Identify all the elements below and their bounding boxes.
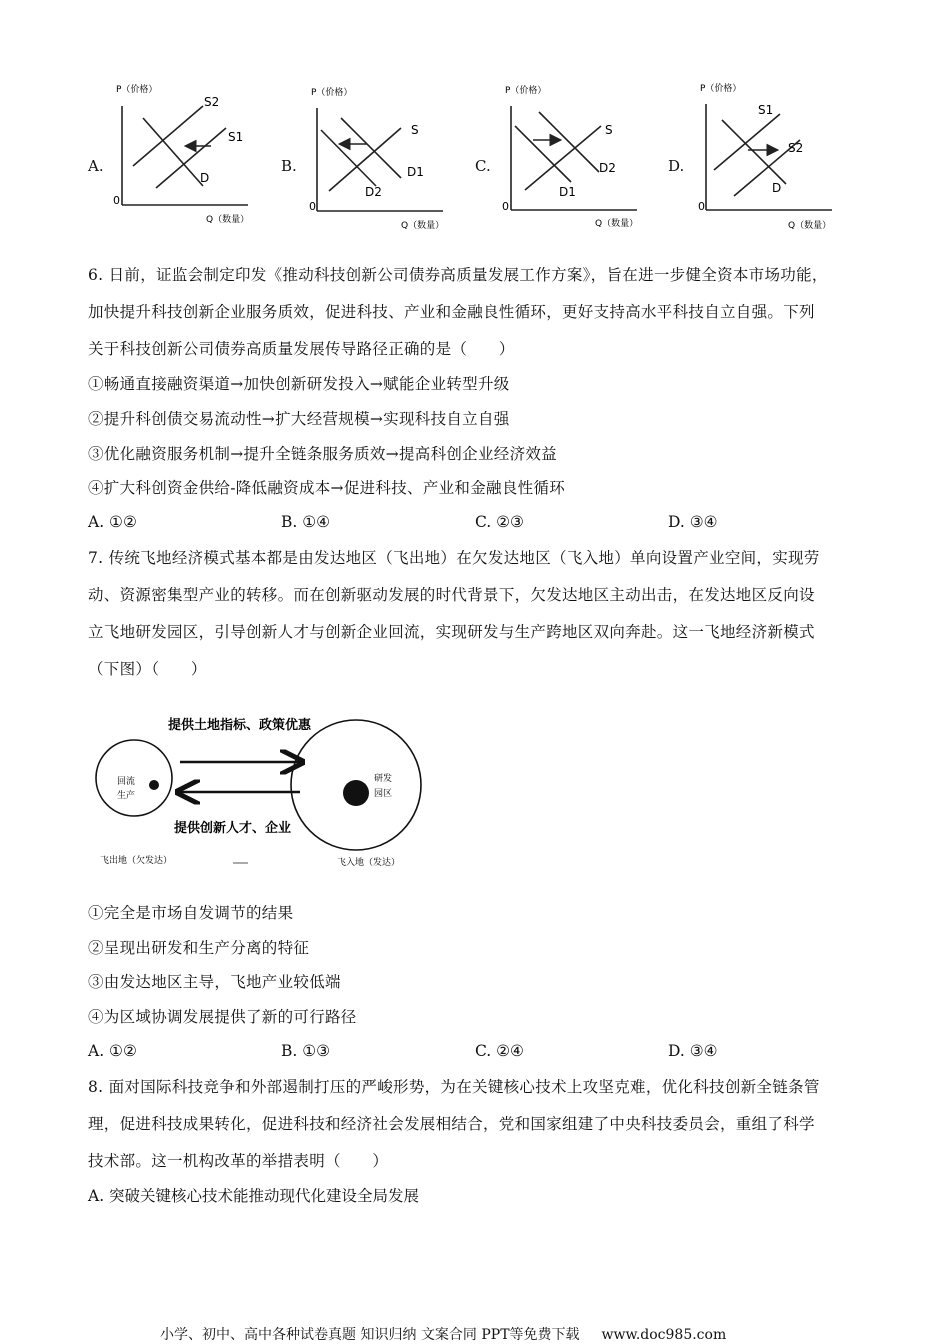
graph-b-curve-s: S	[411, 123, 419, 137]
graph-b-demand-d1	[341, 118, 401, 178]
q7-line-1: 7. 传统飞地经济模式基本都是由发达地区（飞出地）在欠发达地区（飞入地）单向设置产业空间，实现劳	[88, 549, 820, 567]
graph-d-curve-s1: S1	[758, 103, 774, 117]
diagram-right-caption: 飞入地（发达）	[337, 858, 401, 868]
q6-item-4: ④扩大科创资金供给-降低融资成本→促进科技、产业和金融良性循环	[88, 479, 566, 497]
q8-line-2: 理，促进科技成果转化，促进科技和经济社会发展相结合，党和国家组建了中央科技委员会，重组了科学	[88, 1115, 815, 1133]
graph-c-curve-s: S	[605, 123, 613, 137]
footer-text: 小学、初中、高中各种试卷真题 知识归纳 文案合同 PPT等免费下载	[160, 1327, 580, 1343]
diagram-left-label-2: 生产	[117, 791, 136, 801]
graph-b-origin: 0	[309, 200, 316, 213]
q7-option-d[interactable]: D. ③④	[668, 1042, 718, 1060]
diagram-bottom-arrow-label: 提供创新人才、企业	[174, 821, 292, 836]
graph-a-q-label: Q（数量）	[206, 215, 250, 225]
graph-d-origin: 0	[698, 200, 705, 213]
graph-b-curve-d1: D1	[407, 165, 424, 179]
graph-a	[108, 78, 278, 228]
graph-a-curve-s2: S2	[204, 95, 220, 109]
graph-c-p-label: P（价格）	[505, 86, 547, 96]
q7-option-c[interactable]: C. ②④	[475, 1042, 524, 1060]
graph-d-demand-d	[722, 120, 786, 184]
page-footer	[160, 1324, 726, 1344]
q8-line-3: 技术部。这一机构改革的举措表明（ ）	[88, 1152, 389, 1170]
graph-d-p-label: P（价格）	[700, 84, 742, 94]
q7-item-1: ①完全是市场自发调节的结果	[88, 904, 294, 922]
graph-d-curve-d: D	[772, 181, 782, 195]
q6-line-3: 关于科技创新公司债券高质量发展传导路径正确的是（ ）	[88, 340, 515, 358]
q6-option-c[interactable]: C. ②③	[475, 513, 524, 531]
diagram-left-label-1: 回流	[117, 777, 136, 787]
diagram-top-arrow-label: 提供土地指标、政策优惠	[168, 718, 312, 733]
graph-d-letter: D.	[668, 157, 685, 175]
enclave-diagram	[88, 705, 448, 877]
q7-option-b[interactable]: B. ①③	[281, 1042, 331, 1060]
diagram-right-dot	[343, 780, 369, 806]
graph-c-demand-d1	[515, 126, 571, 182]
q7-option-a[interactable]: A. ①②	[88, 1042, 137, 1060]
graph-d-curve-s2: S2	[788, 141, 804, 155]
graph-a-letter: A.	[88, 157, 104, 175]
graph-b	[301, 78, 471, 238]
diagram-left-caption: 飞出地（欠发达）	[100, 856, 173, 866]
q7-line-3: 立飞地研发园区，引导创新人才与创新企业回流，实现研发与生产跨地区双向奔赴。这一飞地经济新模式	[88, 623, 815, 641]
graph-c	[495, 78, 665, 238]
graph-c-demand-d2	[539, 112, 599, 172]
graph-b-q-label: Q（数量）	[401, 221, 445, 231]
q7-item-4: ④为区域协调发展提供了新的可行路径	[88, 1008, 357, 1026]
graph-b-curve-d2: D2	[365, 185, 382, 199]
diagram-right-label-1: 研发	[374, 774, 393, 784]
graph-d-q-label: Q（数量）	[788, 221, 832, 231]
footer-url[interactable]: www.doc985.com	[601, 1327, 727, 1343]
graph-b-letter: B.	[281, 157, 297, 175]
q6-option-b[interactable]: B. ①④	[281, 513, 331, 531]
graph-a-demand-d	[143, 118, 203, 186]
q6-item-2: ②提升科创债交易流动性→扩大经营规模→实现科技自立自强	[88, 410, 510, 428]
graph-a-curve-s1: S1	[228, 130, 244, 144]
graph-b-supply-s	[329, 128, 401, 191]
graph-b-p-label: P（价格）	[311, 88, 353, 98]
graph-a-origin: 0	[113, 194, 120, 207]
graph-c-letter: C.	[475, 157, 491, 175]
graph-c-curve-d2: D2	[599, 161, 616, 175]
q6-item-3: ③优化融资服务机制→提升全链条服务质效→提高科创企业经济效益	[88, 445, 557, 463]
q6-line-1: 6. 日前，证监会制定印发《推动科技创新公司债券高质量发展工作方案》，旨在进一步健全资本市场功能，	[88, 266, 828, 284]
q7-line-2: 动、资源密集型产业的转移。而在创新驱动发展的时代背景下，欠发达地区主动出击，在发达地区反向设	[88, 586, 815, 604]
q6-line-2: 加快提升科技创新企业服务质效，促进科技、产业和金融良性循环，更好支持高水平科技自立自强。下列	[88, 303, 815, 321]
q6-option-a[interactable]: A. ①②	[88, 513, 137, 531]
q8-option-a[interactable]: A. 突破关键核心技术能推动现代化建设全局发展	[88, 1187, 420, 1205]
q7-line-4: （下图）（ ）	[88, 660, 207, 678]
q7-item-3: ③由发达地区主导，飞地产业较低端	[88, 973, 341, 991]
q6-option-d[interactable]: D. ③④	[668, 513, 718, 531]
graph-d	[690, 74, 860, 236]
graph-c-q-label: Q（数量）	[595, 219, 639, 229]
q6-item-1: ①畅通直接融资渠道→加快创新研发投入→赋能企业转型升级	[88, 375, 510, 393]
q7-item-2: ②呈现出研发和生产分离的特征	[88, 939, 310, 957]
diagram-left-dot	[149, 780, 159, 790]
diagram-right-label-2: 园区	[374, 789, 393, 799]
q8-line-1: 8. 面对国际科技竞争和外部遏制打压的严峻形势，为在关键核心技术上攻坚克难，优化科技创新全链条管	[88, 1078, 820, 1096]
graph-a-p-label: P（价格）	[116, 85, 158, 95]
graph-a-curve-d: D	[200, 171, 210, 185]
graph-c-curve-d1: D1	[559, 185, 576, 199]
graph-c-origin: 0	[502, 200, 509, 213]
